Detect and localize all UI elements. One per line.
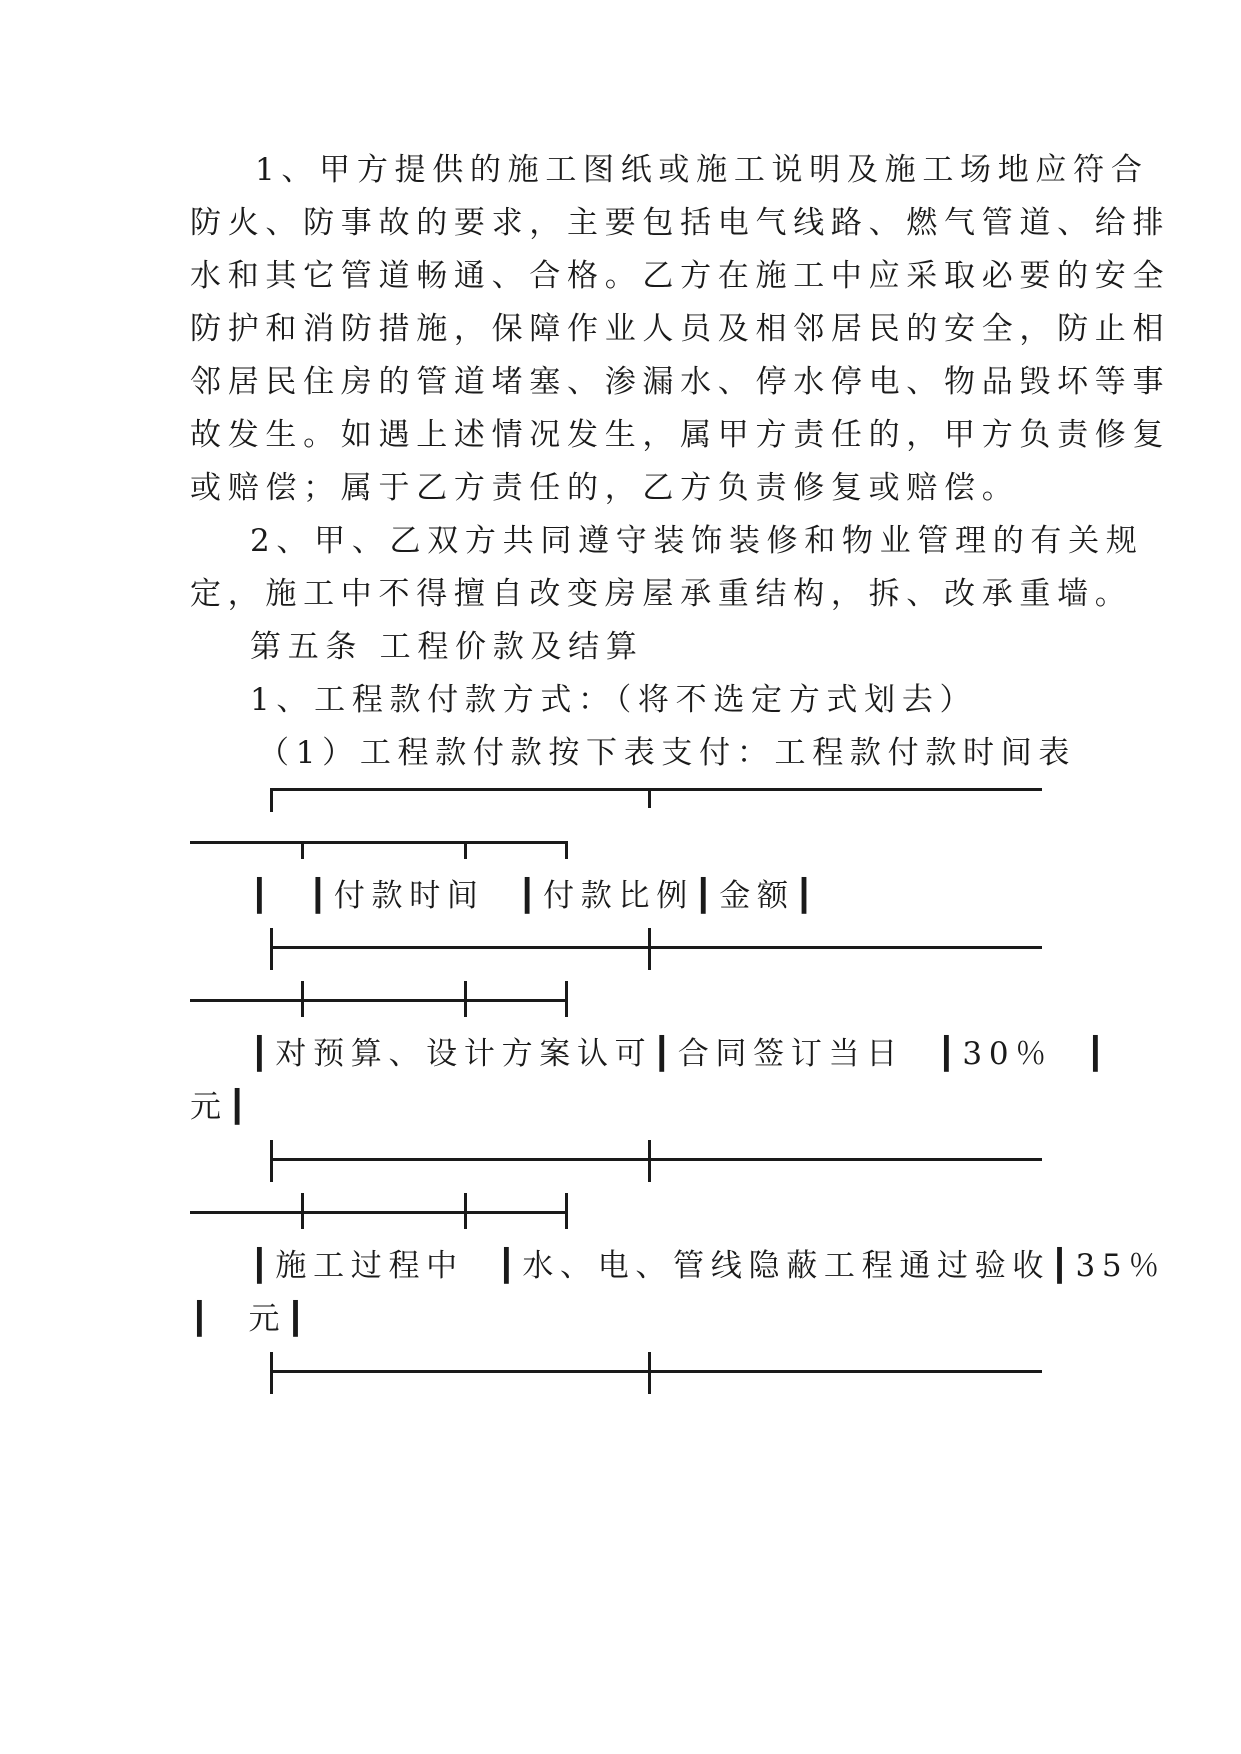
- table-border-cross: [464, 981, 467, 1017]
- table-border-tee: [648, 788, 651, 808]
- table-border-line: [270, 788, 1042, 791]
- table-border-line: [190, 999, 568, 1002]
- table-border-cross: [301, 981, 304, 1017]
- table-border-tee: [565, 1193, 568, 1229]
- table-row-2-line-2: ┃ 元┃: [190, 1301, 312, 1337]
- table-border-line: [270, 946, 1042, 949]
- table-border-tee: [464, 841, 467, 859]
- article-title: 第五条 工程价款及结算: [250, 629, 644, 665]
- paragraph-1-line-5: 邻居民住房的管道堵塞、渗漏水、停水停电、物品毁坏等事: [190, 364, 1171, 400]
- table-border-line: [190, 841, 568, 844]
- table-border-tee: [270, 1140, 273, 1182]
- paragraph-1-line-1: 1、甲方提供的施工图纸或施工说明及施工场地应符合: [255, 152, 1149, 188]
- table-row-1-line-1: ┃对预算、设计方案认可┃合同签订当日 ┃30％ ┃: [250, 1036, 1112, 1072]
- table-row-1-line-2: 元┃: [190, 1089, 254, 1125]
- table-border-corner: [565, 841, 568, 859]
- payment-schedule-intro: （1）工程款付款按下表支付：工程款付款时间表: [258, 735, 1077, 771]
- paragraph-2-line-1: 2、甲、乙双方共同遵守装饰装修和物业管理的有关规: [250, 523, 1144, 559]
- table-border-line: [270, 1158, 1042, 1161]
- paragraph-1-line-6: 故发生。如遇上述情况发生，属甲方责任的，甲方负责修复: [190, 417, 1171, 453]
- paragraph-1-line-2: 防火、防事故的要求，主要包括电气线路、燃气管道、给排: [190, 205, 1171, 241]
- table-border-line: [190, 1211, 568, 1214]
- table-border-corner: [270, 788, 273, 812]
- table-border-cross: [301, 1193, 304, 1229]
- table-border-cross: [648, 1140, 651, 1182]
- paragraph-1-line-7: 或赔偿；属于乙方责任的，乙方负责修复或赔偿。: [190, 470, 1020, 506]
- table-border-line: [270, 1370, 1042, 1373]
- table-border-tee: [565, 981, 568, 1017]
- table-border-cross: [648, 1352, 651, 1394]
- table-border-tee: [270, 928, 273, 970]
- table-border-cross: [648, 928, 651, 970]
- paragraph-2-line-2: 定，施工中不得擅自改变房屋承重结构，拆、改承重墙。: [190, 576, 1133, 612]
- paragraph-1-line-4: 防护和消防措施，保障作业人员及相邻居民的安全，防止相: [190, 311, 1171, 347]
- payment-method-line: 1、工程款付款方式：（将不选定方式划去）: [250, 682, 978, 718]
- table-row-2-line-1: ┃施工过程中 ┃水、电、管线隐蔽工程通过验收┃35％: [250, 1248, 1167, 1284]
- table-header-row: ┃ ┃付款时间 ┃付款比例┃金额┃: [250, 878, 821, 914]
- table-border-tee: [301, 841, 304, 859]
- paragraph-1-line-3: 水和其它管道畅通、合格。乙方在施工中应采取必要的安全: [190, 258, 1171, 294]
- table-border-tee: [270, 1352, 273, 1394]
- table-border-cross: [464, 1193, 467, 1229]
